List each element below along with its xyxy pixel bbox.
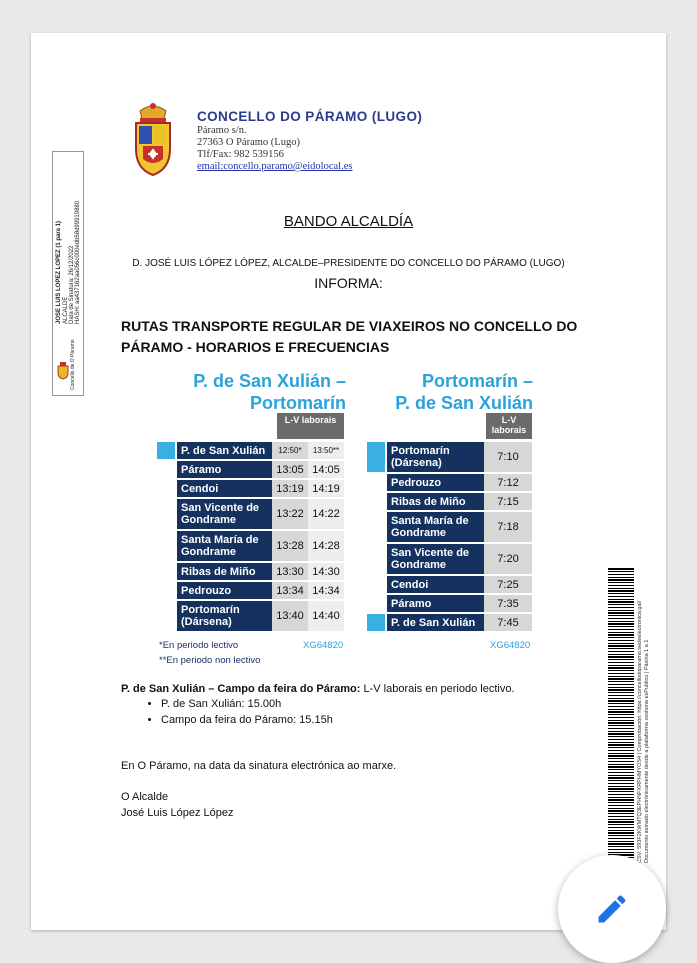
timetable-row [387, 576, 532, 593]
stop-name: San Vicente de Gondrame [387, 544, 484, 574]
signer-text: JOSE LUIS LOPEZ LOPEZ (1 para 1) [56, 220, 62, 324]
departure-time: 14:22 [308, 499, 344, 529]
barcode-caption: CSV: 593F2KWMTQ3EPHNFXRPHMYOS4 | Comprobación: https://concellodoparamo.sedeelectronica.gal/ Documento asinado electrónicamente desde a plataforma xestiona esPublico | Páxina 1 a 1 [637, 600, 650, 863]
departure-time: 14:28 [308, 531, 344, 561]
timetable-row [387, 512, 532, 542]
timetable-row [387, 544, 532, 574]
closing-role: O Alcalde [121, 791, 169, 803]
left-days-header: L-V laborais [277, 413, 344, 439]
left-title-line1: P. de San Xulián – [193, 371, 346, 391]
informa-label: INFORMA: [314, 275, 383, 291]
left-timetable-title [181, 370, 346, 414]
stop-name: Páramo [177, 461, 272, 478]
org-address-2: 27363 O Páramo (Lugo) [197, 137, 300, 148]
timetable-row [177, 582, 344, 599]
right-title-line1: Portomarín – [421, 371, 533, 391]
org-name: CONCELLO DO PÁRAMO (LUGO) [197, 109, 423, 124]
timetable-row [177, 601, 344, 631]
right-route-code: XG64820 [490, 640, 531, 651]
departure-time: 13:22 [272, 499, 308, 529]
right-title-line2: P. de San Xulián [395, 393, 533, 413]
departure-time: 7:10 [484, 442, 532, 472]
departure-time: 13:19 [272, 480, 308, 497]
stop-name: Cendoi [387, 576, 484, 593]
departure-time: 14:40 [308, 601, 344, 631]
departure-time: 14:34 [308, 582, 344, 599]
stop-name: Pedrouzo [177, 582, 272, 599]
stop-name: Ribas de Miño [177, 563, 272, 580]
document-title: BANDO ALCALDÍA [283, 213, 414, 230]
route-info-bold: P. de San Xulián – Campo da feira do Páramo: [121, 683, 361, 695]
sidebar-logo-icon [57, 362, 69, 380]
document-page [31, 33, 666, 930]
right-days-header: L-V laborais [486, 413, 532, 439]
left-title-line2: Portomarín [249, 393, 346, 413]
sidebar-logo-text: Concello de O Páramo [70, 339, 76, 390]
stop-name: P. de San Xulián [177, 442, 272, 459]
closing-name: José Luis López López [121, 807, 234, 819]
stop-name: San Vicente de Gondrame [177, 499, 272, 529]
departure-time: 7:15 [484, 493, 532, 510]
signer-role: ALCALDE [63, 296, 69, 324]
departure-time: 13:34 [272, 582, 308, 599]
route-stop-item: • Campo da feira do Páramo: 15.15h [161, 712, 461, 728]
timetable-row [177, 531, 344, 561]
departure-time: 12:50* [272, 442, 308, 459]
stop-name: Ribas de Miño [387, 493, 484, 510]
routes-heading: RUTAS TRANSPORTE REGULAR DE VIAXEIROS NO CONCELLO DO PÁRAMO - HORARIOS E FRECUENCIAS [121, 318, 578, 355]
pencil-icon [594, 891, 630, 927]
route-info [121, 683, 515, 695]
coat-of-arms-icon [130, 101, 176, 177]
stop-name: Pedrouzo [387, 474, 484, 491]
timetable-row [177, 499, 344, 529]
left-note-1: *En periodo lectivo [159, 640, 239, 651]
departure-time: 7:20 [484, 544, 532, 574]
left-note-2: **En periodo non lectivo [159, 655, 261, 666]
stop-name: Santa María de Gondrame [177, 531, 272, 561]
stop-name: Portomarín (Dársena) [387, 442, 484, 472]
route-stops-list [121, 696, 461, 728]
org-address-1: Páramo s/n. [197, 125, 247, 136]
departure-time: 14:19 [308, 480, 344, 497]
stop-name: Portomarín (Dársena) [177, 601, 272, 631]
timetable-row [387, 442, 532, 472]
org-email-link[interactable]: email:concello.paramo@eidolocal.es [197, 161, 353, 172]
signature-sidebar [52, 151, 84, 396]
stop-name: Santa María de Gondrame [387, 512, 484, 542]
org-phone: Tlf/Fax: 982 539156 [197, 149, 284, 160]
timetable-row [177, 480, 344, 497]
edit-button[interactable] [558, 855, 666, 963]
departure-time: 13:40 [272, 601, 308, 631]
mayor-line: D. JOSÉ LUIS LÓPEZ LÓPEZ, ALCALDE–PRESIDENTE DO CONCELLO DO PÁRAMO (LUGO) [132, 258, 565, 269]
timetable-row [387, 595, 532, 612]
timetable-row [387, 493, 532, 510]
right-timetable-title [371, 370, 533, 414]
stop-name: Páramo [387, 595, 484, 612]
stop-name: P. de San Xulián [387, 614, 484, 631]
departure-time: 7:18 [484, 512, 532, 542]
left-timetable [177, 440, 344, 633]
departure-time: 13:28 [272, 531, 308, 561]
right-timetable [387, 440, 532, 633]
departure-time: 13:05 [272, 461, 308, 478]
departure-time: 13:50** [308, 442, 344, 459]
timetable-row [177, 563, 344, 580]
route-info-rest: L-V laborais en periodo lectivo. [360, 683, 515, 695]
signature-hash: HASH: aa437162aa056c000edb58d99919880 [75, 200, 81, 324]
left-route-code: XG64820 [303, 640, 344, 651]
route-stop-item: • P. de San Xulián: 15.00h [161, 696, 461, 712]
timetable-row [387, 474, 532, 491]
departure-time: 7:45 [484, 614, 532, 631]
stop-name: Cendoi [177, 480, 272, 497]
timetable-row [177, 461, 344, 478]
departure-time: 7:25 [484, 576, 532, 593]
timetable-row [177, 442, 344, 459]
departure-time: 14:30 [308, 563, 344, 580]
departure-time: 13:30 [272, 563, 308, 580]
barcode [608, 568, 634, 858]
closing-line: En O Páramo, na data da sinatura electrónica ao marxe. [121, 760, 397, 772]
timetable-row [387, 614, 532, 631]
departure-time: 7:35 [484, 595, 532, 612]
departure-time: 14:05 [308, 461, 344, 478]
signature-date: Data de Sinatura: 26/12/2022 [69, 245, 75, 324]
departure-time: 7:12 [484, 474, 532, 491]
